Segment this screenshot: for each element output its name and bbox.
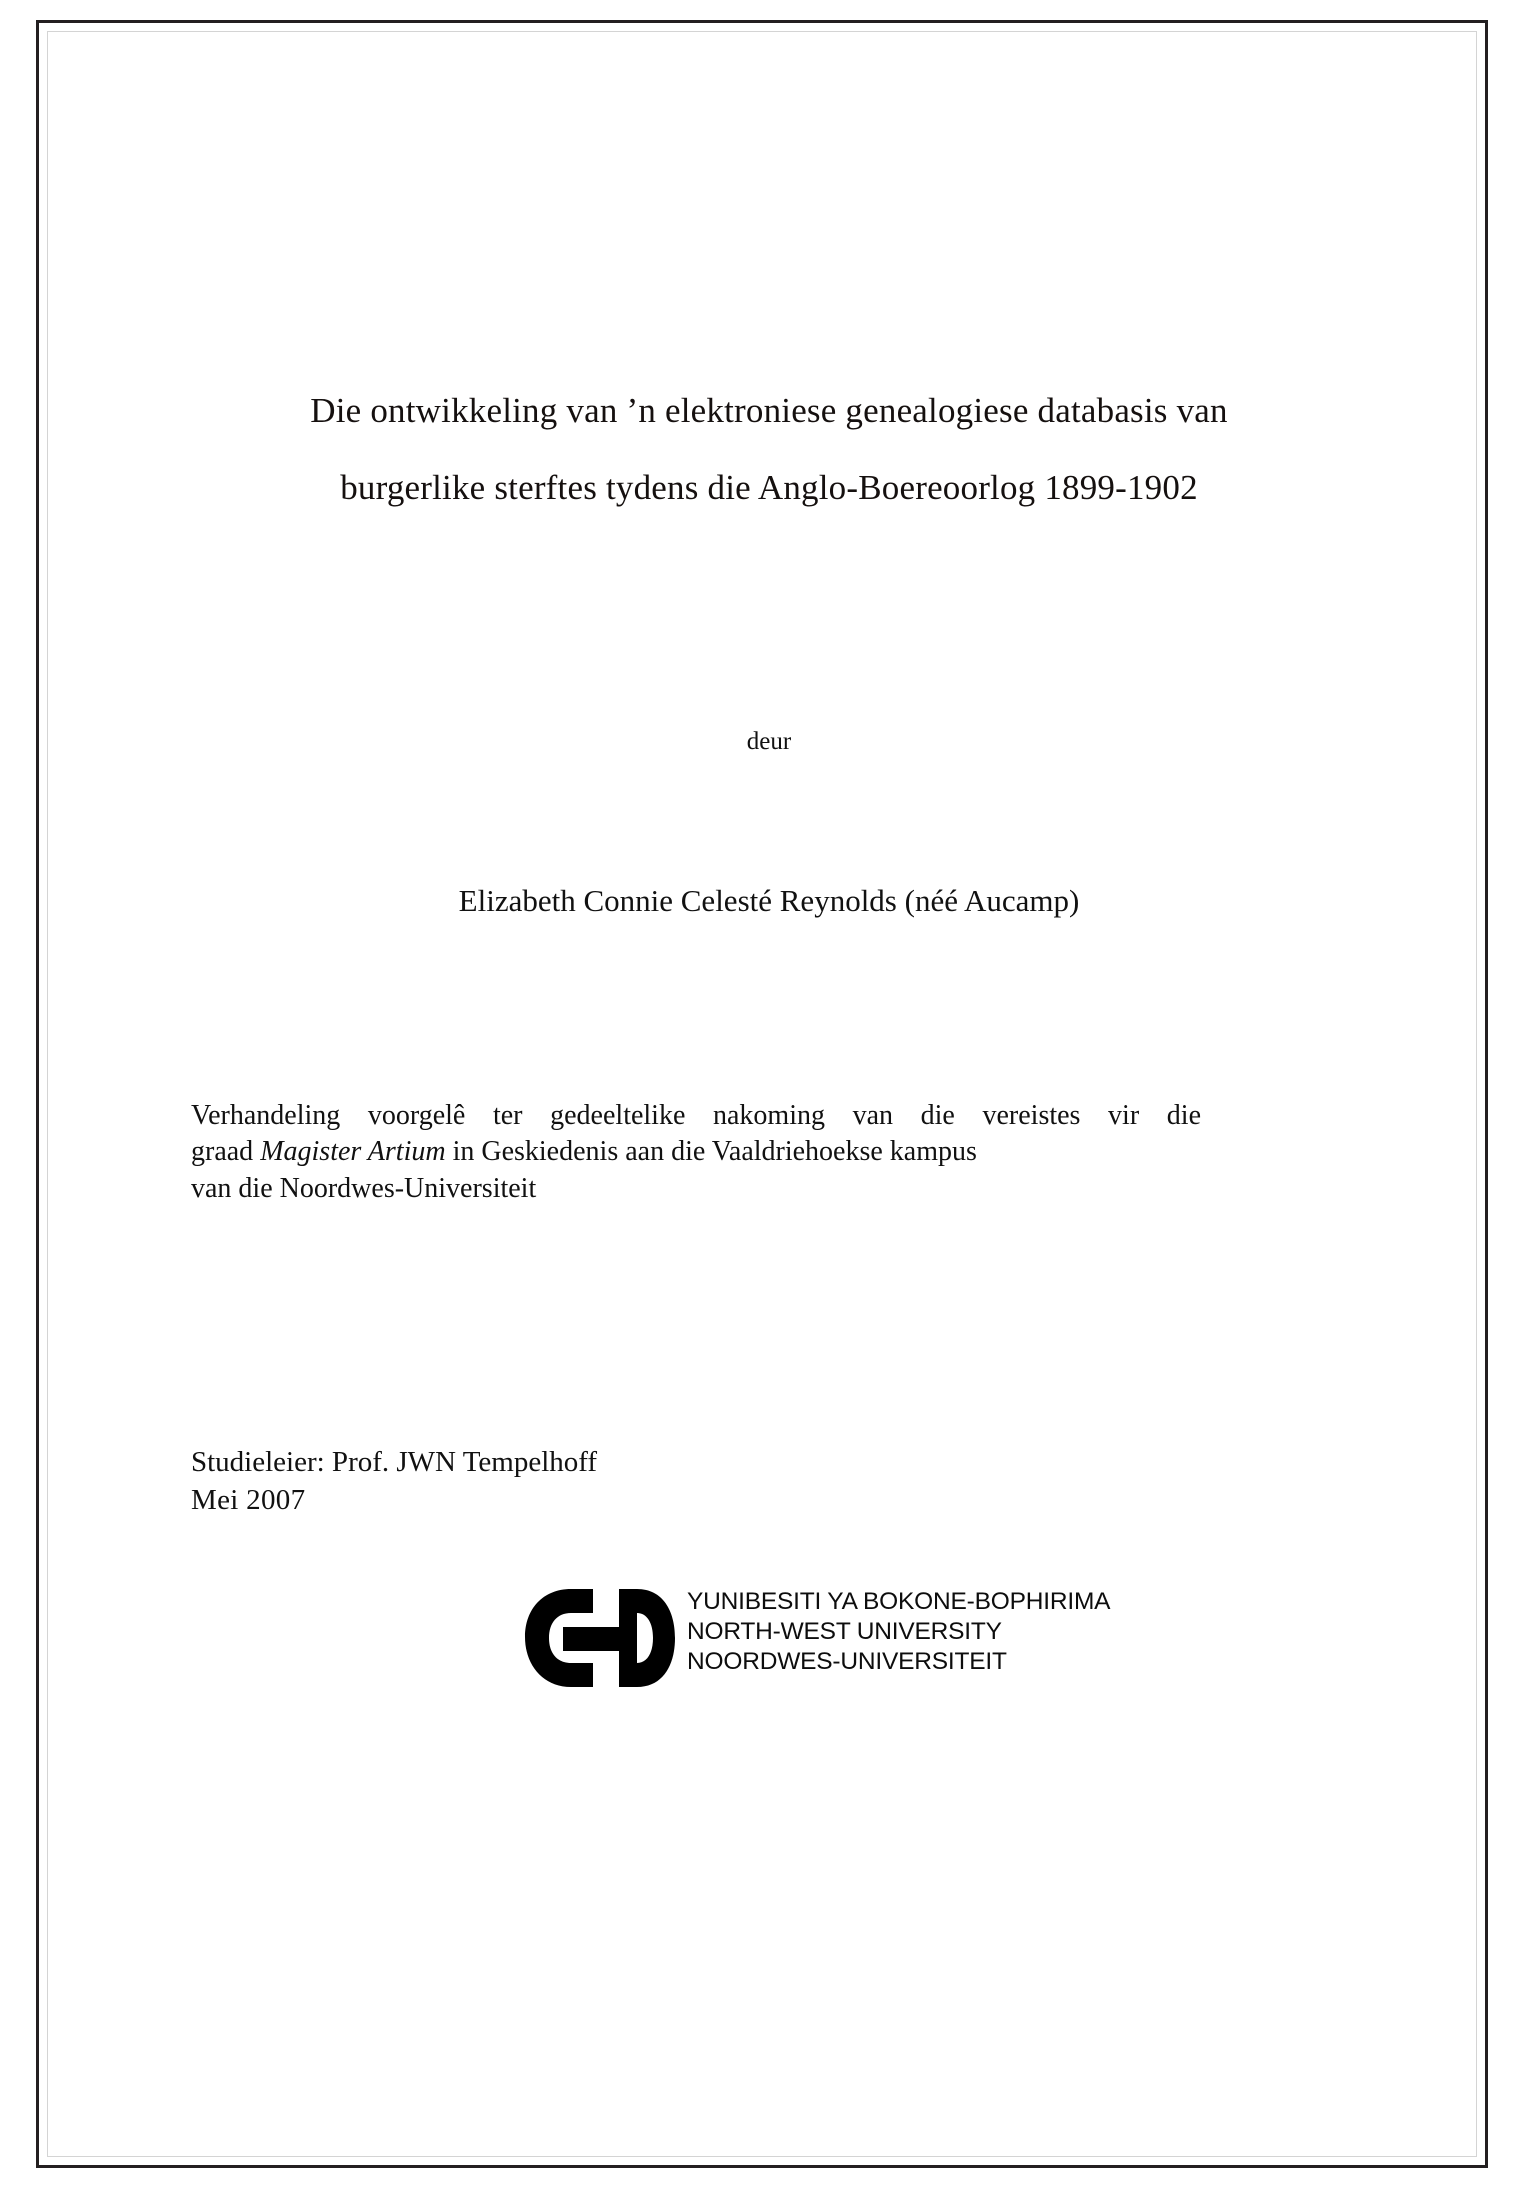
supervisor-block <box>191 1443 1091 1520</box>
thesis-title <box>189 393 1349 505</box>
supervisor-line: Studieleier: Prof. JWN Tempelhoff <box>191 1446 598 1478</box>
page-content <box>189 83 1349 2103</box>
date-line: Mei 2007 <box>191 1484 306 1517</box>
university-logo-block <box>519 1581 1159 1701</box>
title-line-1: Die ontwikkeling van ’n elektroniese genealogiese databasis van <box>310 391 1228 430</box>
author-name: Elizabeth Connie Celesté Reynolds (néé Aucamp) <box>458 883 1080 918</box>
degree-name-italic: Magister Artium <box>260 1136 446 1168</box>
degree-statement-line-2-pre: graad <box>191 1136 261 1168</box>
degree-statement <box>191 1098 1201 1207</box>
logo-text-line-2: NORTH-WEST UNIVERSITY <box>687 1617 1002 1645</box>
degree-statement-line-2-post: in Geskiedenis aan die Vaaldriehoekse kampus <box>445 1136 977 1168</box>
north-west-university-logo-icon <box>519 1585 677 1693</box>
logo-text-line-3: NOORDWES-UNIVERSITEIT <box>687 1647 1007 1675</box>
university-logo-text <box>687 1587 1110 1677</box>
title-line-2: burgerlike sterftes tydens die Anglo-Boereoorlog 1899-1902 <box>340 468 1198 507</box>
degree-statement-line-1: Verhandeling voorgelê ter gedeeltelike nakoming van die vereistes vir die <box>191 1100 1201 1131</box>
by-word: deur <box>746 728 792 755</box>
degree-statement-line-2 <box>191 1134 1201 1170</box>
logo-text-line-1: YUNIBESITI YA BOKONE-BOPHIRIMA <box>687 1588 1111 1615</box>
page-border-frame <box>36 20 1488 2168</box>
degree-statement-line-3: van die Noordwes-Universiteit <box>191 1172 537 1204</box>
